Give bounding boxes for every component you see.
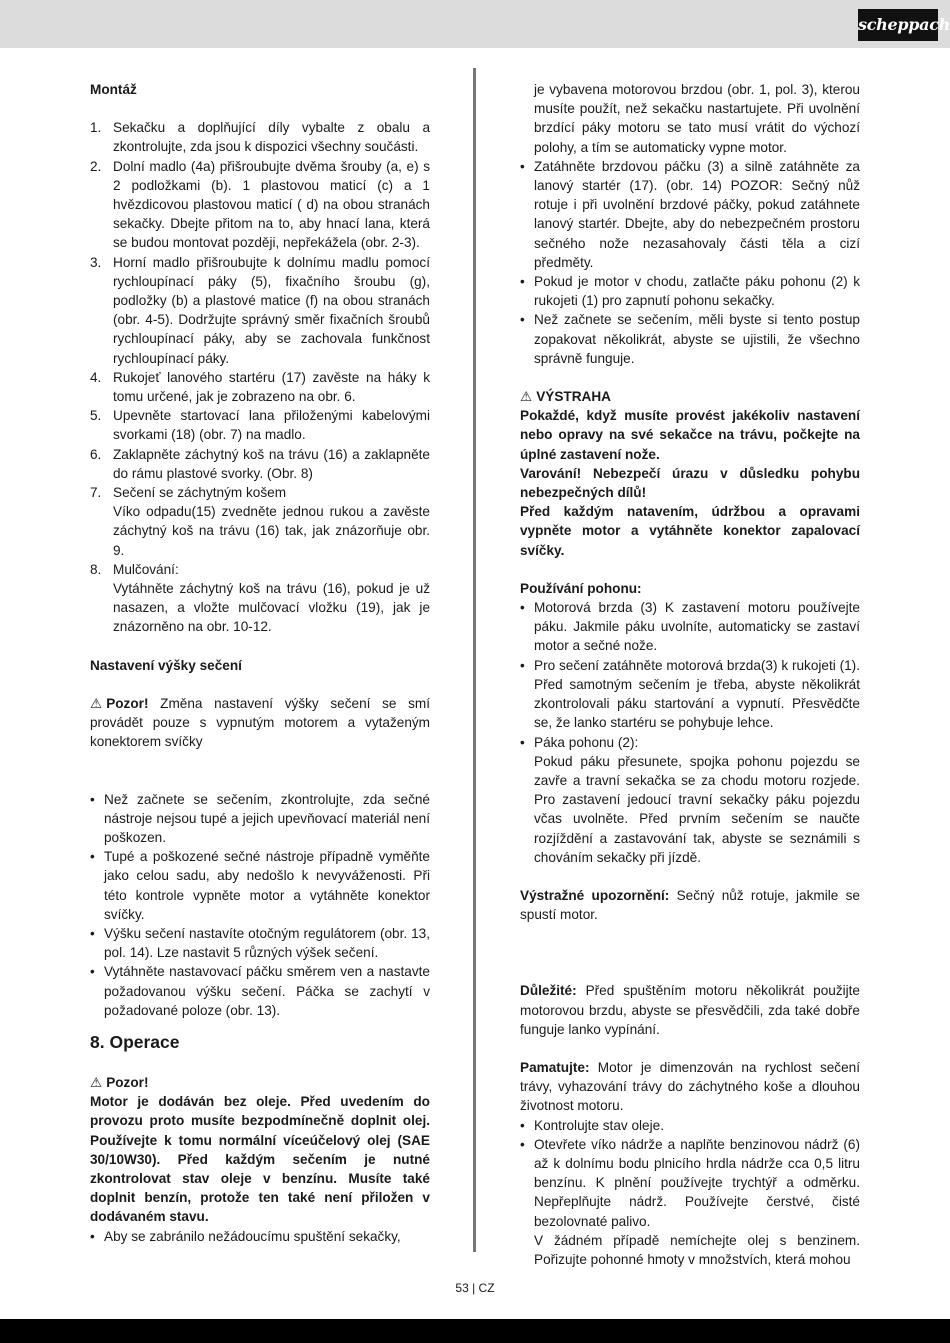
warning-triangle-icon: ⚠ [520, 389, 533, 405]
list-item: • Výšku sečení nastavíte otočným regulátorem (obr. 13, pol. 14). Lze nastavit 5 různých výšek sečení. [90, 924, 430, 962]
list-item: 4. Rukojeť lanového startéru (17) zavěste na háky k tomu určené, jak je zobrazeno na obr. 6. [90, 369, 430, 405]
list-item: • Pro sečení zatáhněte motorová brzda(3) k rukojeti (1). Před samotným sečením je třeba, abyste několikrát zkontrolovali páku startování a vypnutí. Přesvědčte se, že lanko startéru se pohybuje lehce. [520, 656, 860, 733]
section-title-operace: 8. Operace [90, 1031, 180, 1052]
list-item: 6. Zaklapněte záchytný koš na trávu (16) a zaklapněte do rámu plastové svorky. (Obr. 8) [90, 446, 430, 481]
list-item: • Tupé a poškozené sečné nástroje případně vyměňte jako celou sadu, aby nedošlo k nevyváženosti. Při této kontrole vypněte motor a vytáhněte konektor svíčky. [90, 847, 430, 924]
operace-warning-text: Motor je dodáván bez oleje. Před uvedením do provozu proto musíte bezpodmínečně doplnit olej. Používejte k tomu normální víceúčelový olej (SAE 30/10W30). Před každým sečením je nutné zkontrolovat stav oleje v benzínu. Musíte také doplnit benzín, protože ten také není přiložen v dodávaném stavu. [90, 1094, 430, 1225]
list-item: 7. Sečení se záchytným košem Víko odpadu(15) zvedněte jednou rukou a zavěste záchytný koš na trávu (16) tak, jak znázorňuje obr. 9. [90, 485, 430, 558]
left-column [90, 80, 430, 1246]
montaz-list [90, 118, 430, 636]
section-title-vyska: Nastavení výšky sečení [90, 657, 242, 673]
list-item: 3. Horní madlo přišroubujte k dolnímu madlu pomocí rychloupínací páky (5), fixačního šroubu (g), podložky (b) a plastové matice (f) na obou stranách (obr. 4-5). Dodržujte správný směr fixačních šroubů rychloupínací páky, aby se zachovala funkčnost rychloupínací páky. [90, 254, 430, 366]
list-item: • Než začnete se sečením, zkontrolujte, zda sečné nástroje nejsou tupé a jejich upevňovací materiál není poškozen. [90, 790, 430, 848]
pohon-bullets [520, 598, 860, 867]
list-item: • Vytáhněte nastavovací páčku směrem ven a nastavte požadovanou výšku sečení. Páčka se zachytí v požadované poloze (obr. 13). [90, 962, 430, 1020]
list-item: 5. Upevněte startovací lana přiloženými kabelovými svorkami (18) (obr. 7) na madlo. [90, 408, 430, 443]
list-item: 2. Dolní madlo (4a) přišroubujte dvěma šrouby (a, e) s 2 podložkami (b). 1 plastovou maticí (c) a 1 hvězdicovou plastovou maticí ( d) na obou stranách sekačky. Dbejte přitom na to, aby hnací lana, která se budou montovat později, nepřekážela (obr. 2-3). [90, 158, 430, 251]
scheppach-logo: scheppach [858, 9, 938, 41]
vystraha-title: ⚠ VÝSTRAHA [520, 387, 860, 406]
vystraha-text-1: Pokaždé, když musíte provést jakékoliv nastavení nebo opravy na své sekačce na trávu, počkejte na úplné zastavení nože. [520, 408, 860, 462]
continued-bullets [520, 80, 860, 368]
vyska-bullets [90, 790, 430, 1020]
section-title-montaz: Montáž [90, 82, 137, 97]
vystraha-text-3: Před každým natavením, údržbou a opravami vypněte motor a vytáhněte konektor zapalovací svíčky. [520, 504, 860, 558]
warning-triangle-icon: ⚠ [90, 1074, 103, 1090]
list-item: 1. Sekačku a doplňující díly vybalte z obalu a zkontrolujte, zda jsou k dispozici všechny součásti. [90, 120, 430, 155]
warning-triangle-icon: ⚠ [90, 695, 103, 711]
list-item: • Páka pohonu (2): Pokud páku přesunete, spojka pohonu pojezdu se zavře a travní sekačka se za chodu motoru rozjede. Pro zastavení jedoucí travní sekačky páku pojezdu včas uvolněte. Před prvním sečením se naučte rozjíždění a zastavování tak, abyste se seznámili s chováním sekačky při jízdě. [520, 733, 860, 867]
page-footer-bar [0, 1319, 950, 1343]
column-divider [473, 68, 476, 1252]
operace-bullets [90, 1227, 430, 1246]
list-item: je vybavena motorovou brzdou (obr. 1, pol. 3), kterou musíte použít, než sekačku nastartujete. Při uvolnění brzdící páky motoru se tato musí vrátit do výchozí polohy, a tím se automaticky vypne motor. [534, 82, 860, 155]
list-item: 8. Mulčování: Vytáhněte záchytný koš na trávu (16), pokud je už nasazen, a vložte mulčovací vložku (19), jak je znázorněno na obr. 10-12. [90, 561, 430, 635]
page-number: 53 | CZ [455, 1281, 495, 1295]
vyska-warning: ⚠ Pozor! Změna nastavení výšky sečení se smí provádět pouze s vypnutým motorem a vytaženým konektorem svíčky [90, 695, 430, 750]
dulezite-note: Důležité: Před spuštěním motoru několikrát použijte motorovou brzdu, abyste se přesvědčili, zda také dobře funguje lanko vypínání. [520, 983, 860, 1037]
list-item: • Než začnete se sečením, měli byste si tento postup zopakovat několikrát, abyste se ujistili, že všechno správně funguje. [520, 310, 860, 368]
section-title-pohon: Používání pohonu: [520, 580, 642, 596]
list-item: • Pokud je motor v chodu, zatlačte páku pohonu (2) k rukojeti (1) pro zapnutí pohonu sekačky. [520, 272, 860, 310]
page-header-bar [0, 0, 950, 48]
list-item: • Otevřete víko nádrže a naplňte benzinovou nádrž (6) až k dolnímu bodu plnicího hrdla nádrže cca 0,5 litru benzínu. K plnění používejte trychtýř a odměrku. Nepřeplňujte nádrž. Používejte čerstvé, čisté bezolovnaté palivo. V žádném případě nemíchejte olej s benzinem. Pořizujte pohonné hmoty v množstvích, která mohou [520, 1135, 860, 1269]
vystrazne-upozorneni: Výstražné upozornění: Sečný nůž rotuje, jakmile se spustí motor. [520, 887, 860, 923]
vystraha-text-2: Varování! Nebezpečí úrazu v důsledku pohybu nebezpečných dílů! [520, 465, 860, 501]
operace-warning-label: ⚠ Pozor! [90, 1073, 430, 1092]
pamatujte-note: Pamatujte: Motor je dimenzován na rychlost sečení trávy, vyhazování trávy do záchytného koše a dlouhou životnost motoru. [520, 1059, 860, 1114]
list-item: • Motorová brzda (3) K zastavení motoru používejte páku. Jakmile páku uvolníte, automaticky se zastaví motor a sečné nože. [520, 598, 860, 656]
list-item: • Zatáhněte brzdovou páčku (3) a silně zatáhněte za lanový startér (17). (obr. 14) POZOR: Sečný nůž rotuje i při uvolnění brzdové páčky, pokud zatáhnete lanový startér. Dbejte, aby do nebezpečném prostoru sečného nože nezasahovaly části těla a cizí předměty. [520, 157, 860, 272]
final-bullets [520, 1116, 860, 1270]
list-item: • Aby se zabránilo nežádoucímu spuštění sekačky, [90, 1227, 430, 1246]
right-column [520, 80, 860, 1269]
list-item: • Kontrolujte stav oleje. [520, 1116, 860, 1135]
